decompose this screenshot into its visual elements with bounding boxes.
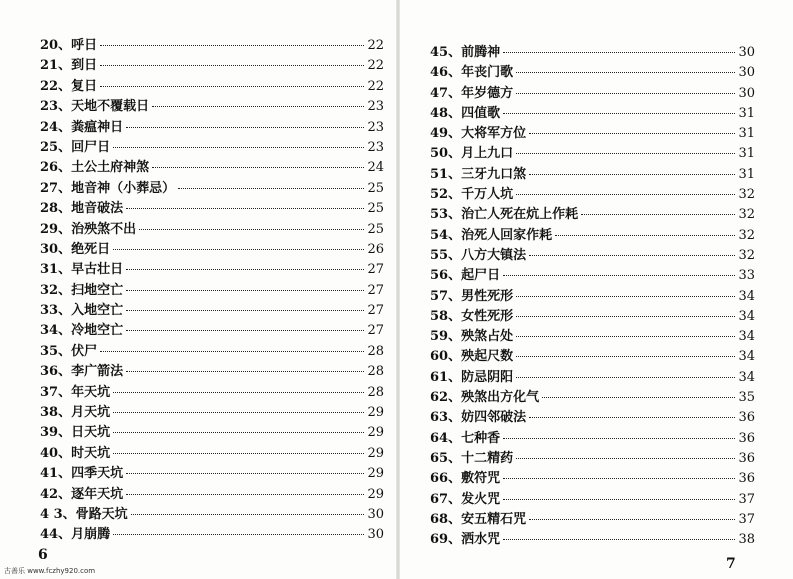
toc-entry-page: 36 xyxy=(738,471,755,487)
toc-entry xyxy=(40,381,384,401)
toc-entry-number: 37、 xyxy=(40,384,72,400)
dot-leader xyxy=(516,377,735,378)
toc-entry-title: 前腾神 xyxy=(461,45,501,60)
toc-entry-title: 洒水咒 xyxy=(461,532,501,548)
toc-entry-page: 29 xyxy=(367,466,384,482)
toc-entry-number: 32、 xyxy=(40,282,72,298)
dot-leader xyxy=(131,514,365,515)
toc-list-left xyxy=(40,34,384,544)
toc-entry-page: 37 xyxy=(738,491,755,507)
toc-entry-number: 53、 xyxy=(430,207,462,223)
dot-leader xyxy=(503,539,735,540)
toc-entry xyxy=(40,421,384,441)
toc-entry-number: 58、 xyxy=(430,308,462,324)
toc-entry-number: 22、 xyxy=(40,78,72,94)
toc-entry-title: 男性死形 xyxy=(461,288,514,304)
toc-entry xyxy=(40,319,384,339)
dot-leader xyxy=(100,86,364,87)
toc-entry xyxy=(430,427,755,447)
toc-entry-page: 38 xyxy=(738,532,755,548)
toc-entry-number: 35、 xyxy=(40,343,72,359)
toc-entry xyxy=(430,102,755,122)
toc-entry xyxy=(430,82,755,102)
toc-entry-page: 34 xyxy=(738,329,755,345)
toc-entry-number: 33、 xyxy=(40,303,72,319)
dot-leader xyxy=(126,127,364,128)
toc-entry xyxy=(430,122,755,142)
toc-entry-number: 38、 xyxy=(40,405,72,421)
watermark-text: 古善乐 www.fczhy920.com xyxy=(4,567,96,575)
toc-entry-title: 七种香 xyxy=(461,430,501,446)
dot-leader xyxy=(529,255,735,256)
dot-leader xyxy=(516,296,735,297)
dot-leader xyxy=(503,478,735,479)
toc-entry-page: 27 xyxy=(367,282,384,298)
toc-entry xyxy=(40,299,384,319)
toc-entry-page: 32 xyxy=(738,187,755,203)
dot-leader xyxy=(178,188,364,189)
dot-leader xyxy=(503,52,735,53)
toc-entry-title: 复日 xyxy=(71,78,98,94)
toc-entry-page: 23 xyxy=(367,99,384,115)
toc-entry-page: 29 xyxy=(367,486,384,502)
toc-entry-title: 月崩腾 xyxy=(71,527,111,543)
toc-entry-title: 年岁德方 xyxy=(461,85,514,101)
dot-leader xyxy=(529,417,735,418)
toc-entry-title: 到日 xyxy=(71,58,98,74)
toc-entry xyxy=(40,360,384,380)
dot-leader xyxy=(126,473,364,474)
toc-entry-page: 29 xyxy=(367,425,384,441)
left-page xyxy=(0,0,396,579)
toc-entry-page: 34 xyxy=(738,349,755,365)
toc-entry-number: 66、 xyxy=(430,471,462,487)
toc-entry-page: 28 xyxy=(367,384,384,400)
toc-entry-number: 60、 xyxy=(430,349,462,365)
toc-entry xyxy=(430,264,755,284)
toc-entry-title: 治殃煞不出 xyxy=(71,221,137,237)
toc-entry-number: 45、 xyxy=(430,45,462,60)
toc-entry-page: 34 xyxy=(738,369,755,385)
toc-entry-page: 35 xyxy=(738,390,755,406)
toc-entry-page: 28 xyxy=(367,364,384,380)
toc-entry-page: 31 xyxy=(738,126,755,142)
toc-entry-title: 妨四邻破法 xyxy=(461,410,527,426)
toc-entry-title: 防忌阴阳 xyxy=(461,369,514,385)
toc-entry xyxy=(40,523,384,543)
toc-entry xyxy=(40,116,384,136)
toc-entry-title: 殃煞出方化气 xyxy=(461,390,540,406)
toc-entry-page: 32 xyxy=(738,227,755,243)
toc-entry xyxy=(40,75,384,95)
toc-entry xyxy=(40,197,384,217)
toc-entry-page: 22 xyxy=(367,38,384,53)
toc-entry-number: 26、 xyxy=(40,160,72,176)
dot-leader xyxy=(503,499,735,500)
toc-entry-page: 36 xyxy=(738,430,755,446)
toc-entry-number: 56、 xyxy=(430,268,462,284)
toc-entry-page: 33 xyxy=(738,268,755,284)
dot-leader xyxy=(542,397,735,398)
toc-entry-title: 四季天坑 xyxy=(71,466,124,482)
toc-entry xyxy=(40,279,384,299)
toc-entry-title: 月天坑 xyxy=(71,405,111,421)
toc-entry xyxy=(40,156,384,176)
toc-entry xyxy=(40,54,384,74)
toc-entry-number: 62、 xyxy=(430,390,462,406)
toc-entry-page: 30 xyxy=(367,527,384,543)
toc-entry-page: 31 xyxy=(738,166,755,182)
toc-entry-title: 早古壮日 xyxy=(71,262,124,278)
toc-entry xyxy=(40,95,384,115)
dot-leader xyxy=(516,458,735,459)
toc-entry-page: 27 xyxy=(367,323,384,339)
toc-entry-title: 千万人坑 xyxy=(461,187,514,203)
toc-entry-title: 敷符咒 xyxy=(461,471,501,487)
dot-leader xyxy=(581,214,735,215)
toc-entry-title: 地音破法 xyxy=(71,201,124,217)
dot-leader xyxy=(113,534,364,535)
toc-entry-page: 25 xyxy=(367,180,384,196)
dot-leader xyxy=(126,269,364,270)
dot-leader xyxy=(126,290,364,291)
dot-leader xyxy=(529,133,735,134)
toc-entry-page: 24 xyxy=(367,160,384,176)
toc-entry xyxy=(40,258,384,278)
dot-leader xyxy=(529,174,735,175)
toc-entry-title: 呼日 xyxy=(71,38,98,53)
toc-entry xyxy=(430,183,755,203)
toc-entry xyxy=(430,528,755,548)
toc-entry-title: 李广箭法 xyxy=(71,364,124,380)
toc-entry xyxy=(430,447,755,467)
toc-entry-title: 日天坑 xyxy=(71,425,111,441)
toc-entry-page: 28 xyxy=(367,343,384,359)
toc-entry-title: 殃煞占处 xyxy=(461,329,514,345)
toc-entry-page: 27 xyxy=(367,262,384,278)
dot-leader xyxy=(126,310,364,311)
toc-entry-number: 51、 xyxy=(430,166,462,182)
dot-leader xyxy=(516,72,735,73)
toc-entry xyxy=(430,203,755,223)
toc-entry xyxy=(40,340,384,360)
toc-entry-page: 32 xyxy=(738,247,755,263)
toc-entry-number: 52、 xyxy=(430,187,462,203)
dot-leader xyxy=(126,330,364,331)
toc-entry-number: 30、 xyxy=(40,241,72,257)
toc-entry-number: 49、 xyxy=(430,126,462,142)
toc-entry-title: 安五精石咒 xyxy=(461,511,527,527)
toc-entry-number: 31、 xyxy=(40,262,72,278)
toc-entry-number: 4 3、 xyxy=(40,506,76,522)
toc-entry-page: 26 xyxy=(367,241,384,257)
toc-entry xyxy=(40,218,384,238)
toc-entry-title: 年丧门歌 xyxy=(461,65,514,81)
dot-leader xyxy=(516,153,735,154)
toc-entry xyxy=(430,41,755,61)
toc-entry xyxy=(430,386,755,406)
toc-entry-title: 十二精药 xyxy=(461,450,514,466)
toc-entry-page: 34 xyxy=(738,308,755,324)
toc-entry-title: 骨路天坑 xyxy=(75,506,128,522)
toc-entry-number: 44、 xyxy=(40,527,72,543)
dot-leader xyxy=(516,336,735,337)
toc-entry-number: 63、 xyxy=(430,410,462,426)
toc-entry xyxy=(40,238,384,258)
toc-entry xyxy=(430,224,755,244)
toc-entry-page: 27 xyxy=(367,303,384,319)
dot-leader xyxy=(126,371,364,372)
toc-entry-number: 46、 xyxy=(430,65,462,81)
dot-leader xyxy=(113,453,364,454)
toc-entry-page: 31 xyxy=(738,146,755,162)
toc-entry-title: 扫地空亡 xyxy=(71,282,124,298)
toc-entry-title: 逐年天坑 xyxy=(71,486,124,502)
toc-entry-number: 69、 xyxy=(430,532,462,548)
toc-entry-title: 时天坑 xyxy=(71,445,111,461)
toc-entry xyxy=(430,61,755,81)
toc-entry-title: 入地空亡 xyxy=(71,303,124,319)
toc-entry-page: 22 xyxy=(367,58,384,74)
toc-entry xyxy=(430,305,755,325)
toc-entry-page: 37 xyxy=(738,511,755,527)
toc-entry xyxy=(430,142,755,162)
toc-entry-page: 36 xyxy=(738,410,755,426)
toc-entry-page: 23 xyxy=(367,139,384,155)
toc-entry-page: 30 xyxy=(738,45,755,60)
toc-entry-number: 65、 xyxy=(430,450,462,466)
page-number-left: 6 xyxy=(38,547,48,563)
toc-entry xyxy=(430,366,755,386)
toc-entry-title: 天地不覆载日 xyxy=(71,99,150,115)
dot-leader xyxy=(113,249,364,250)
dot-leader xyxy=(516,194,735,195)
toc-entry xyxy=(430,325,755,345)
toc-entry-number: 21、 xyxy=(40,58,72,74)
toc-entry-number: 27、 xyxy=(40,180,72,196)
toc-entry-number: 48、 xyxy=(430,105,462,121)
dot-leader xyxy=(529,519,735,520)
dot-leader xyxy=(555,235,735,236)
toc-entry xyxy=(40,503,384,523)
toc-entry-page: 22 xyxy=(367,78,384,94)
toc-entry-number: 36、 xyxy=(40,364,72,380)
toc-entry-number: 23、 xyxy=(40,99,72,115)
toc-list-right xyxy=(430,41,755,548)
dot-leader xyxy=(503,113,735,114)
toc-entry xyxy=(430,467,755,487)
toc-entry-title: 四值歌 xyxy=(461,105,501,121)
toc-entry-number: 39、 xyxy=(40,425,72,441)
toc-entry-title: 冷地空亡 xyxy=(71,323,124,339)
toc-entry-number: 29、 xyxy=(40,221,72,237)
dot-leader xyxy=(113,392,364,393)
toc-entry-page: 25 xyxy=(367,201,384,217)
toc-entry-number: 40、 xyxy=(40,445,72,461)
dot-leader xyxy=(152,106,364,107)
toc-entry-title: 回尸日 xyxy=(71,139,111,155)
toc-entry xyxy=(430,488,755,508)
toc-entry-page: 30 xyxy=(738,85,755,101)
toc-entry xyxy=(430,345,755,365)
dot-leader xyxy=(139,229,364,230)
toc-entry-page: 23 xyxy=(367,119,384,135)
toc-entry xyxy=(430,244,755,264)
toc-entry-number: 64、 xyxy=(430,430,462,446)
dot-leader xyxy=(100,351,364,352)
toc-entry-page: 30 xyxy=(367,506,384,522)
toc-entry-page: 30 xyxy=(738,65,755,81)
toc-entry-number: 42、 xyxy=(40,486,72,502)
toc-entry-page: 29 xyxy=(367,405,384,421)
toc-entry-page: 36 xyxy=(738,450,755,466)
toc-entry xyxy=(40,401,384,421)
toc-entry xyxy=(430,508,755,528)
toc-entry-number: 34、 xyxy=(40,323,72,339)
toc-entry-number: 59、 xyxy=(430,329,462,345)
toc-entry-title: 治亡人死在炕上作耗 xyxy=(461,207,579,223)
toc-entry-number: 47、 xyxy=(430,85,462,101)
dot-leader xyxy=(126,494,364,495)
toc-entry-title: 土公土府神煞 xyxy=(71,160,150,176)
toc-entry-title: 地音神（小葬忌） xyxy=(71,180,176,196)
toc-entry-title: 年天坑 xyxy=(71,384,111,400)
toc-entry-number: 20、 xyxy=(40,38,72,53)
dot-leader xyxy=(113,412,364,413)
dot-leader xyxy=(100,45,364,46)
toc-entry-number: 55、 xyxy=(430,247,462,263)
toc-entry xyxy=(40,177,384,197)
right-page xyxy=(400,0,793,579)
toc-entry-title: 大将军方位 xyxy=(461,126,527,142)
toc-entry-number: 50、 xyxy=(430,146,462,162)
toc-entry-page: 29 xyxy=(367,445,384,461)
toc-entry-title: 粪瘟神日 xyxy=(71,119,124,135)
dot-leader xyxy=(503,275,735,276)
toc-entry-title: 三牙九口煞 xyxy=(461,166,527,182)
toc-entry-title: 殃起尺数 xyxy=(461,349,514,365)
dot-leader xyxy=(516,356,735,357)
toc-entry-number: 67、 xyxy=(430,491,462,507)
toc-entry-number: 25、 xyxy=(40,139,72,155)
toc-entry-number: 57、 xyxy=(430,288,462,304)
toc-entry-number: 24、 xyxy=(40,119,72,135)
toc-entry xyxy=(40,483,384,503)
toc-entry-title: 伏尸 xyxy=(71,343,98,359)
toc-entry-number: 54、 xyxy=(430,227,462,243)
toc-entry-title: 女性死形 xyxy=(461,308,514,324)
toc-entry xyxy=(40,34,384,54)
toc-entry xyxy=(430,163,755,183)
toc-entry xyxy=(40,442,384,462)
toc-entry-number: 41、 xyxy=(40,466,72,482)
toc-entry-title: 起尸日 xyxy=(461,268,501,284)
toc-entry-title: 发火咒 xyxy=(461,491,501,507)
toc-entry-number: 28、 xyxy=(40,201,72,217)
toc-entry xyxy=(430,285,755,305)
toc-entry xyxy=(40,462,384,482)
toc-entry-number: 68、 xyxy=(430,511,462,527)
dot-leader xyxy=(516,316,735,317)
toc-entry-page: 34 xyxy=(738,288,755,304)
dot-leader xyxy=(100,65,364,66)
toc-entry-title: 八方大镇法 xyxy=(461,247,527,263)
toc-entry-number: 61、 xyxy=(430,369,462,385)
toc-entry xyxy=(430,406,755,426)
dot-leader xyxy=(113,432,364,433)
toc-entry-page: 31 xyxy=(738,105,755,121)
toc-entry-title: 治死人回家作耗 xyxy=(461,227,553,243)
toc-entry-page: 25 xyxy=(367,221,384,237)
dot-leader xyxy=(152,167,364,168)
toc-entry-page: 32 xyxy=(738,207,755,223)
toc-entry-title: 绝死日 xyxy=(71,241,111,257)
dot-leader xyxy=(503,438,735,439)
dot-leader xyxy=(113,147,364,148)
toc-entry-title: 月上九口 xyxy=(461,146,514,162)
toc-entry xyxy=(40,136,384,156)
dot-leader xyxy=(516,93,735,94)
page-number-right: 7 xyxy=(726,556,736,572)
dot-leader xyxy=(126,208,364,209)
